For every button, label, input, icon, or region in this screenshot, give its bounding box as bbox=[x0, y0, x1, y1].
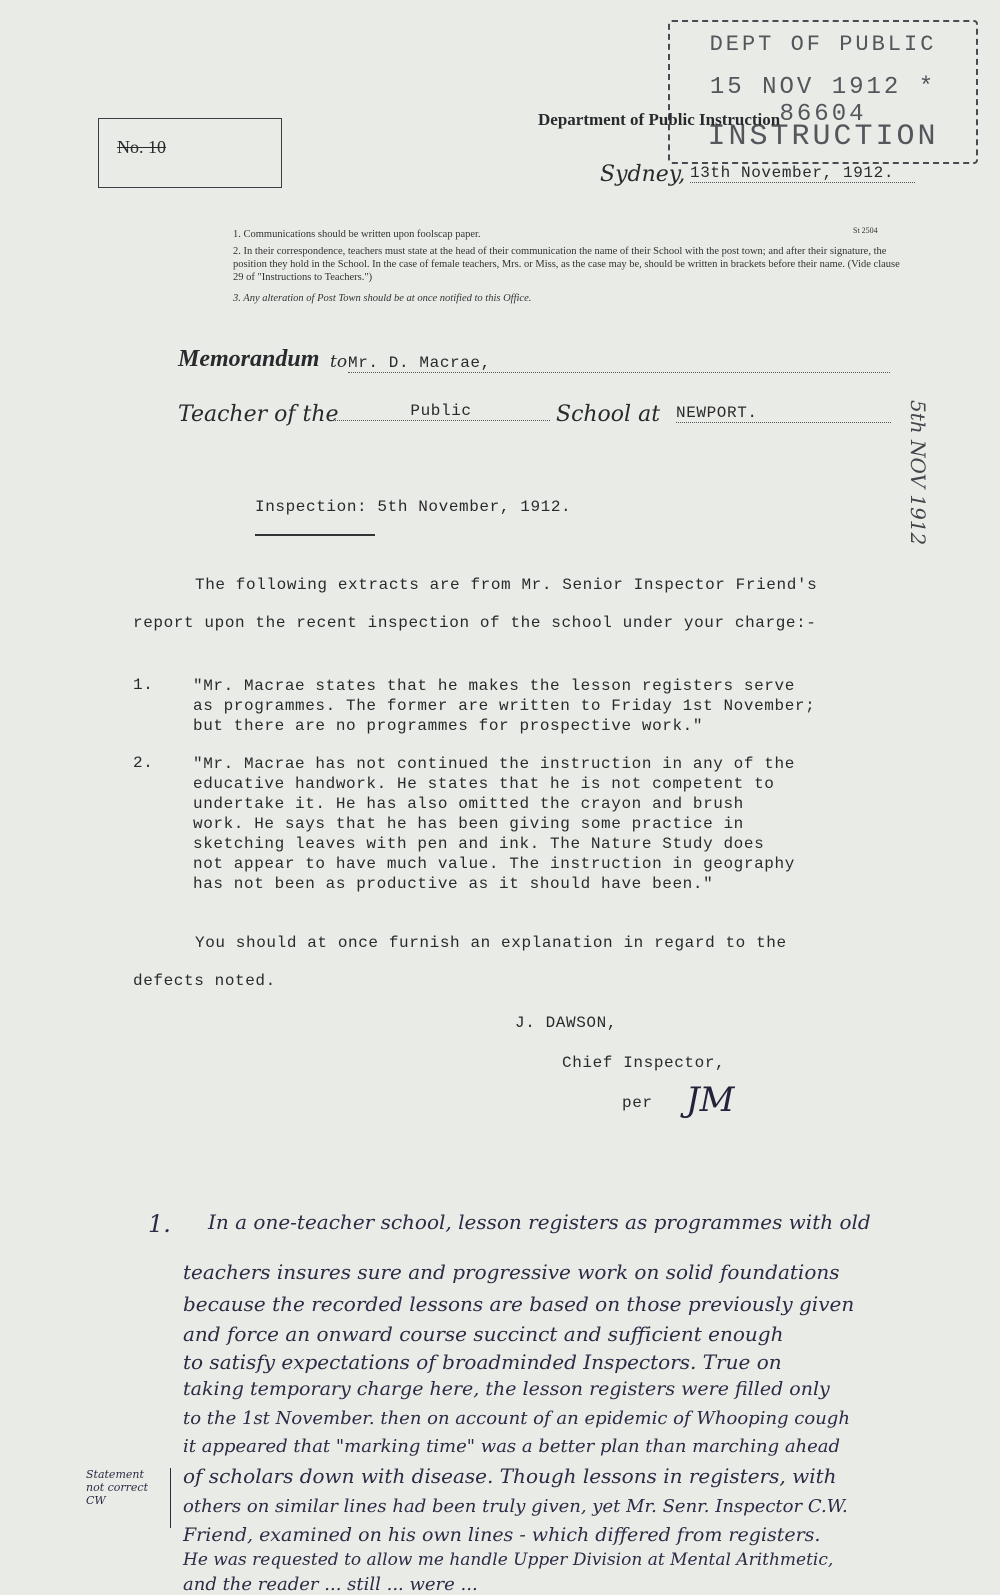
margin-note-line: CW bbox=[86, 1494, 106, 1507]
form-code: St 2504 bbox=[853, 226, 878, 235]
memorandum-label: Memorandum bbox=[178, 346, 320, 372]
closing-line-2: defects noted. bbox=[133, 972, 276, 990]
extract-2-line: sketching leaves with pen and ink. The Nature Study does bbox=[193, 835, 765, 853]
stamp-line-3: INSTRUCTION bbox=[707, 120, 939, 154]
rule-3: 3. Any alteration of Post Town should be at once notified to this Office. bbox=[233, 293, 532, 304]
margin-note-line: not correct bbox=[86, 1481, 149, 1494]
reply-line: He was requested to allow me handle Upper Division at Mental Arithmetic, bbox=[183, 1550, 834, 1570]
reply-line: In a one-teacher school, lesson registers as programmes with old bbox=[208, 1210, 871, 1234]
received-stamp bbox=[668, 20, 978, 164]
rule-1: 1. Communications should be written upon foolscap paper. bbox=[233, 229, 481, 240]
reply-line: teachers insures sure and progressive work on solid foundations bbox=[183, 1260, 840, 1284]
reply-line: of scholars down with disease. Though lessons in registers, with bbox=[183, 1464, 837, 1488]
reply-line: and the reader ... still ... were ... bbox=[183, 1574, 478, 1595]
extract-1-line: as programmes. The former are written to Friday 1st November; bbox=[193, 697, 816, 715]
margin-note bbox=[86, 1468, 148, 1507]
subject-line: Inspection: 5th November, 1912. bbox=[255, 498, 572, 516]
extract-2-line: work. He says that he has been giving some practice in bbox=[193, 815, 744, 833]
rule-2: 2. In their correspondence, teachers must state at the head of their communication the name of their School with the post town; and after their signature, the position they hold in the School. In the case of female teachers, Mrs. or Miss, as the case may be, should be written in brackets before their name. (Vide clause 29 of "Instructions to Teachers.") bbox=[233, 246, 900, 283]
reply-line: taking temporary charge here, the lesson registers were filled only bbox=[183, 1378, 830, 1400]
initials-signature: JM bbox=[686, 1080, 735, 1120]
school-label: School at bbox=[556, 402, 661, 427]
stamp-line-2: 15 NOV 1912 * 86604 bbox=[709, 74, 937, 128]
reply-line: to the 1st November. then on account of an epidemic of Whooping cough bbox=[183, 1408, 850, 1429]
extract-1 bbox=[193, 676, 815, 736]
intro-line-1: The following extracts are from Mr. Senior Inspector Friend's bbox=[195, 576, 818, 594]
number-box bbox=[98, 118, 282, 188]
signatory-title: Chief Inspector, bbox=[562, 1054, 726, 1072]
extract-1-line: "Mr. Macrae states that he makes the lesson registers serve bbox=[193, 677, 795, 695]
extract-2-line: not appear to have much value. The instruction in geography bbox=[193, 855, 795, 873]
per-label: per bbox=[622, 1094, 653, 1112]
printed-instructions bbox=[233, 228, 913, 305]
extract-number-1: 1. bbox=[133, 676, 154, 694]
extract-2-line: "Mr. Macrae has not continued the instruction in any of the bbox=[193, 755, 795, 773]
intro-line-2: report upon the recent inspection of the school under your charge:- bbox=[133, 614, 817, 632]
extract-2-line: has not been as productive as it should have been." bbox=[193, 875, 714, 893]
subject-underline bbox=[255, 534, 375, 536]
place-label: Sydney, bbox=[600, 162, 686, 187]
reply-line: others on similar lines had been truly given, yet Mr. Senr. Inspector C.W. bbox=[183, 1496, 848, 1517]
signatory-name: J. DAWSON, bbox=[515, 1014, 618, 1032]
reply-number: 1. bbox=[148, 1210, 171, 1238]
extract-2 bbox=[193, 754, 795, 894]
side-date: 5th NOV 1912 bbox=[906, 400, 930, 546]
closing-line-1: You should at once furnish an explanation in regard to the bbox=[195, 934, 787, 952]
department-heading: Department of Public Instruction bbox=[538, 110, 781, 129]
school-type: Public bbox=[332, 402, 550, 421]
margin-bracket bbox=[170, 1468, 171, 1528]
extract-number-2: 2. bbox=[133, 754, 154, 772]
reply-line: it appeared that "marking time" was a better plan than marching ahead bbox=[183, 1436, 841, 1457]
to-label: to bbox=[330, 352, 348, 372]
letter-date: 13th November, 1912. bbox=[690, 164, 915, 183]
reply-line: and force an onward course succinct and sufficient enough bbox=[183, 1322, 784, 1346]
extract-1-line: but there are no programmes for prospective work." bbox=[193, 717, 704, 735]
margin-note-line: Statement bbox=[86, 1468, 144, 1481]
extract-2-line: undertake it. He has also omitted the crayon and brush bbox=[193, 795, 744, 813]
reply-line: Friend, examined on his own lines - which differed from registers. bbox=[183, 1524, 821, 1546]
extract-2-line: educative handwork. He states that he is not competent to bbox=[193, 775, 775, 793]
school-town: NEWPORT. bbox=[676, 404, 891, 423]
reply-line: because the recorded lessons are based on those previously given bbox=[183, 1292, 855, 1316]
recipient-name: Mr. D. Macrae, bbox=[348, 354, 890, 373]
teacher-label: Teacher of the bbox=[178, 402, 339, 427]
reply-line: to satisfy expectations of broadminded Inspectors. True on bbox=[183, 1350, 782, 1374]
stamp-line-1: DEPT OF PUBLIC bbox=[709, 32, 937, 57]
number-label: No. 10 bbox=[117, 137, 166, 157]
